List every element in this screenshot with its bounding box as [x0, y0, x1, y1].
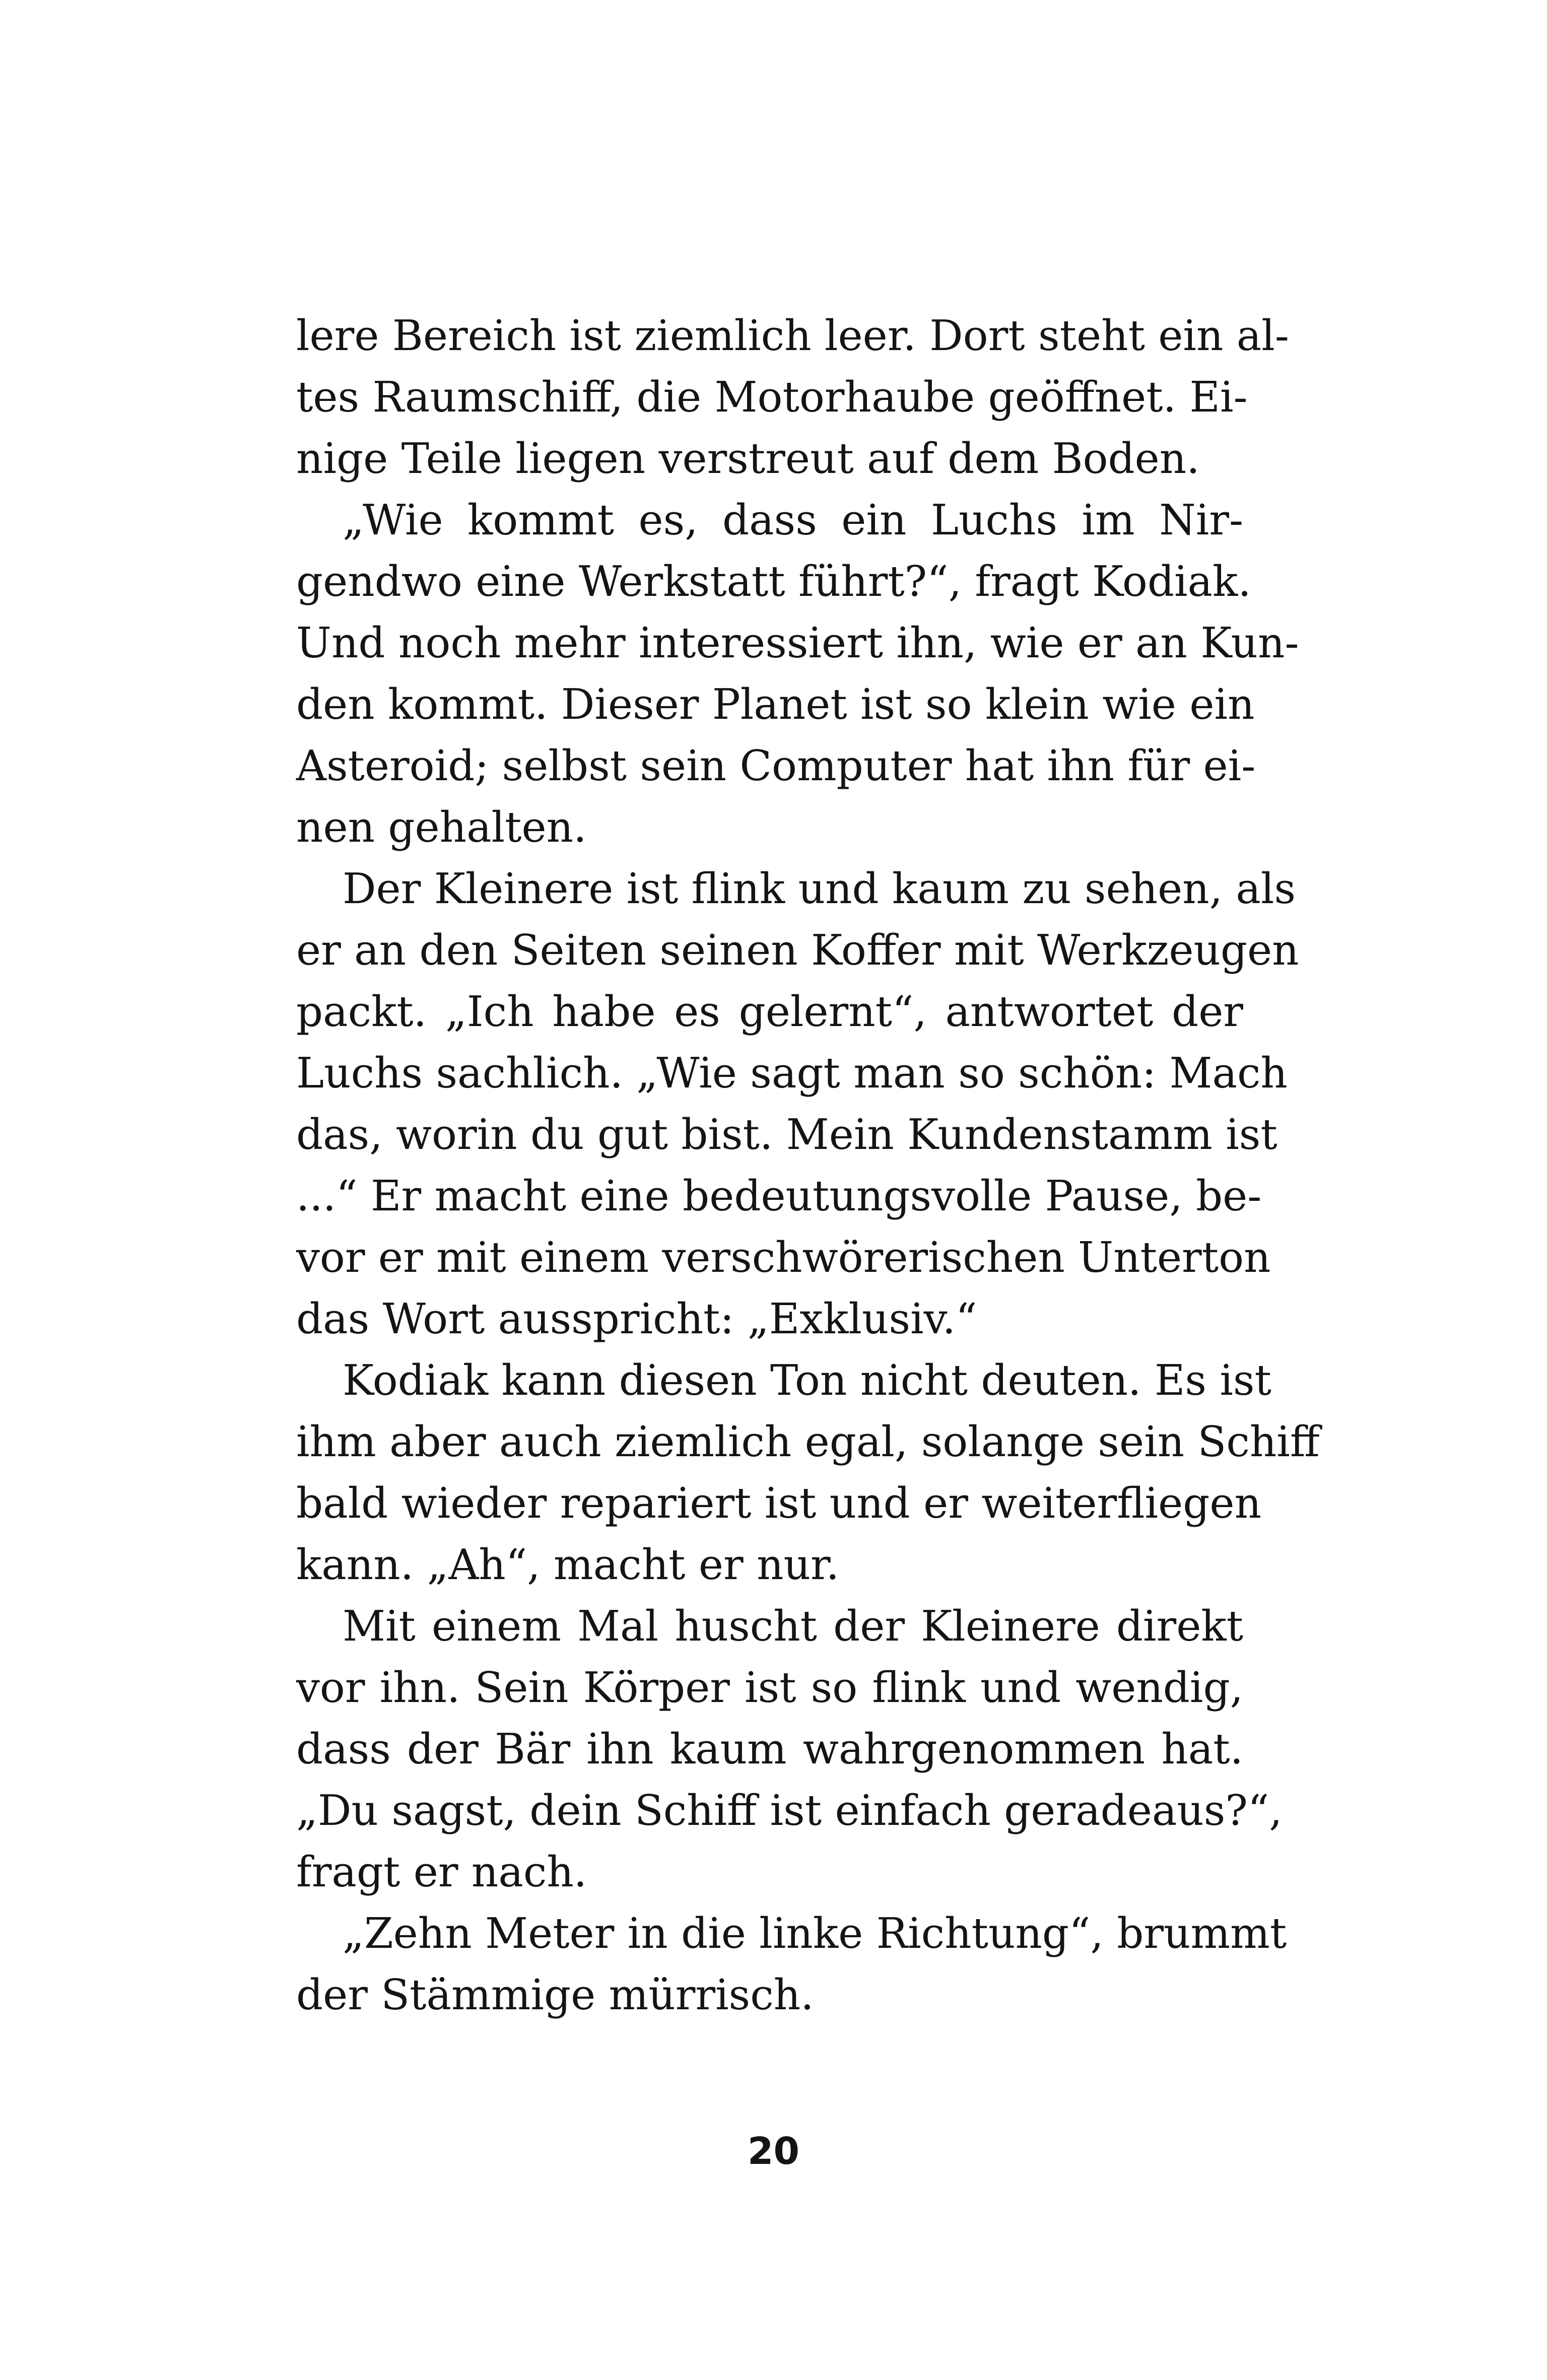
text-line: Kodiak kann diesen Ton nicht deuten. Es ist: [343, 1356, 1271, 1405]
page-number: 20: [748, 2130, 799, 2173]
text-line: Luchs sachlich. „Wie sagt man so schön: Mach: [296, 1049, 1288, 1098]
text-line: Der Kleinere ist flink und kaum zu sehen, als: [343, 864, 1296, 913]
text-line: fragt er nach.: [296, 1848, 587, 1896]
text-line: nen gehalten.: [296, 803, 587, 852]
text-line: das Wort ausspricht: „Exklusiv.“: [296, 1295, 977, 1343]
text-line: tes Raumschiff, die Motorhaube geöffnet. Ei-: [296, 373, 1248, 422]
text-line: dass der Bär ihn kaum wahrgenommen hat.: [296, 1725, 1243, 1774]
text-line: der Stämmige mürrisch.: [296, 1970, 814, 2019]
text-line: ...“ Er macht eine bedeutungsvolle Pause, be-: [296, 1172, 1262, 1220]
text-line: Asteroid; selbst sein Computer hat ihn für ei-: [296, 741, 1256, 790]
text-line: Mit einem Mal huscht der Kleinere direkt: [343, 1602, 1243, 1651]
text-line: das, worin du gut bist. Mein Kundenstamm ist: [296, 1110, 1277, 1159]
text-line: er an den Seiten seinen Koffer mit Werkzeugen: [296, 926, 1299, 975]
text-line: „Zehn Meter in die linke Richtung“, brummt: [343, 1909, 1287, 1958]
text-line: vor ihn. Sein Körper ist so flink und wendig,: [296, 1663, 1243, 1712]
text-line: packt. „Ich habe es gelernt“, antwortet der: [296, 987, 1243, 1036]
text-line: lere Bereich ist ziemlich leer. Dort steht ein al-: [296, 311, 1289, 360]
body-text: [296, 305, 1320, 2026]
text-line: gendwo eine Werkstatt führt?“, fragt Kodiak.: [296, 557, 1251, 606]
text-line: den kommt. Dieser Planet ist so klein wie ein: [296, 680, 1255, 729]
text-line: „Wie kommt es, dass ein Luchs im Nir-: [343, 496, 1243, 545]
text-line: nige Teile liegen verstreut auf dem Boden.: [296, 434, 1200, 483]
text-line: Und noch mehr interessiert ihn, wie er an Kun-: [296, 619, 1299, 667]
text-line: vor er mit einem verschwörerischen Unterton: [296, 1233, 1271, 1282]
text-line: bald wieder repariert ist und er weiterfliegen: [296, 1479, 1261, 1528]
text-line: ihm aber auch ziemlich egal, solange sein Schiff: [296, 1417, 1320, 1466]
text-line: kann. „Ah“, macht er nur.: [296, 1540, 839, 1589]
text-line: „Du sagst, dein Schiff ist einfach geradeaus?“,: [296, 1786, 1283, 1835]
